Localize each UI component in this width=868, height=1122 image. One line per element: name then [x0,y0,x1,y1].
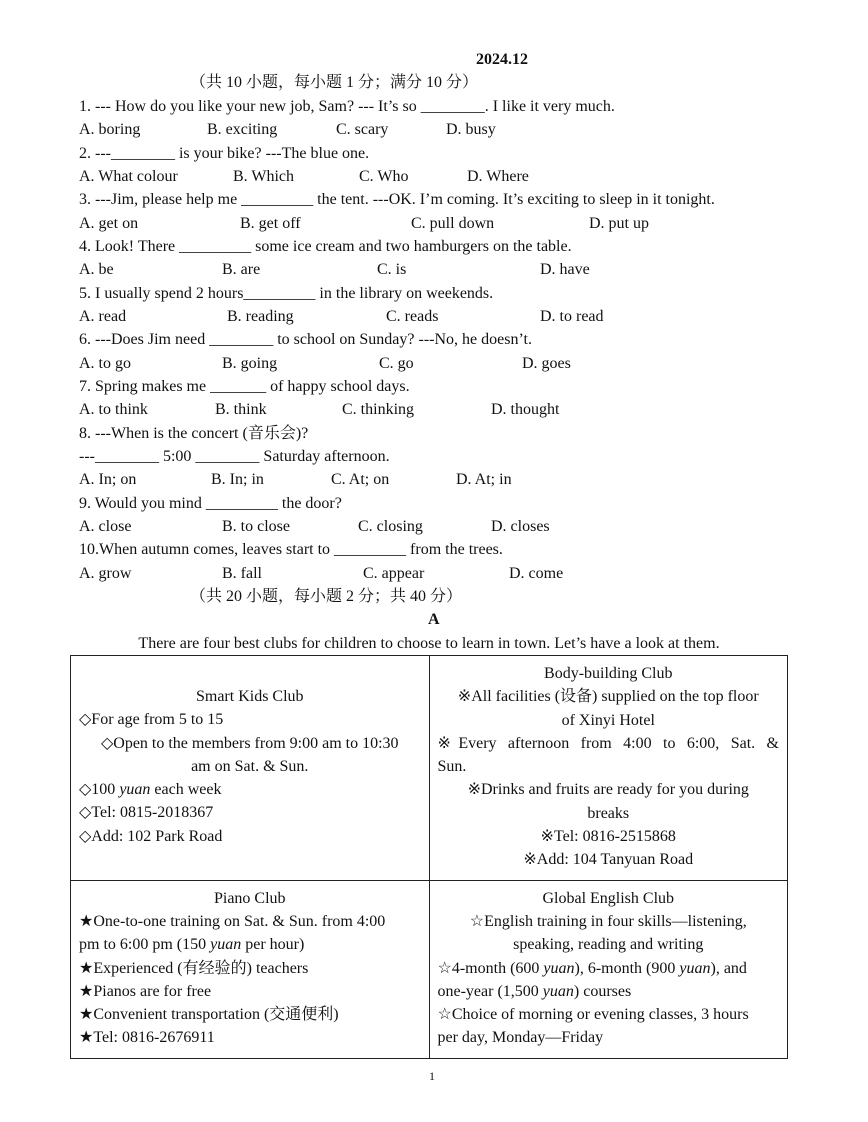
club-detail: ☆English training in four skills—listening, [469,912,747,930]
question-3-option-c: C. pull down [411,215,495,232]
price-text: ) courses [573,982,632,1000]
club-detail [438,957,780,980]
question-10-option-b: B. fall [222,565,262,582]
question-9-stem: 9. Would you mind _________ the door? [79,495,342,512]
question-6-option-a: A. to go [79,355,131,372]
club-detail: ※Drinks and fruits are ready for you during [467,781,749,799]
currency-text: yuan [543,959,575,977]
question-5-option-d: D. to read [540,308,604,325]
club-title: Global English Club [542,889,675,907]
price-text: per hour) [241,936,305,954]
club-detail: breaks [587,804,630,822]
passage-intro: There are four best clubs for children to choose to learn in town. Let’s have a look at them. [138,635,720,652]
question-10-option-d: D. come [509,565,564,582]
question-5-option-b: B. reading [227,308,294,325]
question-2-option-c: C. Who [359,168,409,185]
club-tel: ※Tel: 0816-2515868 [540,828,676,846]
club-tel: ★Tel: 0816-2676911 [79,1029,215,1047]
question-3-option-b: B. get off [240,215,301,232]
question-4-option-a: A. be [79,261,114,278]
question-1-option-a: A. boring [79,121,141,138]
currency-text: yuan [119,781,151,799]
currency-text: yuan [542,982,574,1000]
question-4-option-d: D. have [540,261,590,278]
question-8-option-c: C. At; on [331,471,390,488]
question-6-option-b: B. going [222,355,278,372]
club-detail: ★Convenient transportation (交通便利) [79,1006,339,1024]
club-detail [438,980,780,1003]
club-detail: Sun. [437,758,467,776]
question-5-option-c: C. reads [386,308,439,325]
club-detail: ※Every afternoon from 4:00 to 6:00, Sat. & [437,734,779,752]
question-8-option-a: A. In; on [79,471,137,488]
question-6-option-d: D. goes [522,355,571,372]
page-number: 1 [429,1069,435,1083]
question-8-stem-reply: ---________ 5:00 ________ Saturday afternoon. [79,448,390,465]
club-detail: per day, Monday—Friday [437,1029,604,1047]
price-text: ◇100 [79,781,120,799]
price-text: pm to 6:00 pm (150 [79,936,211,954]
question-2-option-b: B. Which [233,168,295,185]
date-heading: 2024.12 [476,51,528,68]
club-detail: ※All facilities (设备) supplied on the top floor [457,688,759,706]
question-4-option-c: C. is [377,261,407,278]
question-7-option-c: C. thinking [342,401,415,418]
question-2-option-d: D. Where [467,168,529,185]
club-address: ◇Add: 102 Park Road [79,827,223,845]
club-detail: speaking, reading and writing [513,936,704,954]
club-detail [79,778,421,801]
question-1-stem: 1. --- How do you like your new job, Sam? --- It’s so ________. I like it very much. [79,98,615,115]
question-2-stem: 2. ---________ is your bike? ---The blue one. [79,145,370,162]
question-10-option-a: A. grow [79,565,132,582]
club-title: Smart Kids Club [195,688,304,705]
club-detail: am on Sat. & Sun. [191,757,309,775]
price-text: ), and [710,959,747,977]
price-text: ), 6-month (900 [574,959,680,977]
question-5-stem: 5. I usually spend 2 hours_________ in the library on weekends. [79,285,494,302]
question-4-stem: 4. Look! There _________ some ice cream and two hamburgers on the table. [79,238,572,255]
price-text: each week [150,781,222,799]
question-3-option-d: D. put up [589,215,649,232]
question-6-stem: 6. ---Does Jim need ________ to school on Sunday? ---No, he doesn’t. [79,331,532,348]
price-text: ☆4-month (600 [437,959,544,977]
question-7-option-b: B. think [215,401,267,418]
currency-text: yuan [679,959,711,977]
question-8-stem: 8. ---When is the concert (音乐会)? [79,425,309,442]
question-1-option-c: C. scary [336,121,389,138]
club-detail: ◇For age from 5 to 15 [79,711,224,729]
question-9-option-c: C. closing [358,518,423,535]
price-text: one-year (1,500 [437,982,543,1000]
passage-label: A [428,611,440,628]
question-5-option-a: A. read [79,308,127,325]
question-3-option-a: A. get on [79,215,139,232]
question-7-option-d: D. thought [491,401,560,418]
club-title: Piano Club [213,889,286,907]
question-9-option-b: B. to close [222,518,290,535]
question-1-option-d: D. busy [446,121,496,138]
club-address: ※Add: 104 Tanyuan Road [523,851,694,869]
club-detail: ★Pianos are for free [79,982,212,1000]
club-title: Body-building Club [544,665,673,682]
question-7-stem: 7. Spring makes me _______ of happy school days. [79,378,410,395]
clubs-table [70,655,788,1059]
question-8-option-b: B. In; in [211,471,264,488]
question-3-stem: 3. ---Jim, please help me _________ the tent. ---OK. I’m coming. It’s exciting to sleep in it tonight. [79,191,715,208]
club-detail: ★Experienced (有经验的) teachers [79,959,309,977]
smart-kids-club-cell [71,656,430,881]
question-4-option-b: B. are [222,261,261,278]
club-detail: ◇Open to the members from 9:00 am to 10:30 [100,734,399,752]
question-2-option-a: A. What colour [79,168,178,185]
question-10-stem: 10.When autumn comes, leaves start to _________ from the trees. [79,541,503,558]
question-9-option-a: A. close [79,518,132,535]
currency-text: yuan [210,936,242,954]
section2-info: （共 20 小题，每小题 2 分；共 40 分） [190,588,463,605]
body-building-club-cell [429,656,788,881]
club-detail: ★One-to-one training on Sat. & Sun. from 4:00 [79,912,386,930]
club-detail: of Xinyi Hotel [561,711,655,729]
question-7-option-a: A. to think [79,401,148,418]
question-10-option-c: C. appear [363,565,425,582]
club-detail [79,933,421,956]
global-english-club-cell [429,880,788,1058]
piano-club-cell [71,880,430,1058]
question-1-option-b: B. exciting [207,121,278,138]
question-6-option-c: C. go [379,355,414,372]
question-8-option-d: D. At; in [456,471,512,488]
club-detail: ☆Choice of morning or evening classes, 3 hours [437,1006,749,1024]
question-9-option-d: D. closes [491,518,550,535]
section1-info: （共 10 小题，每小题 1 分；满分 10 分） [190,74,479,91]
club-tel: ◇Tel: 0815-2018367 [79,804,214,822]
